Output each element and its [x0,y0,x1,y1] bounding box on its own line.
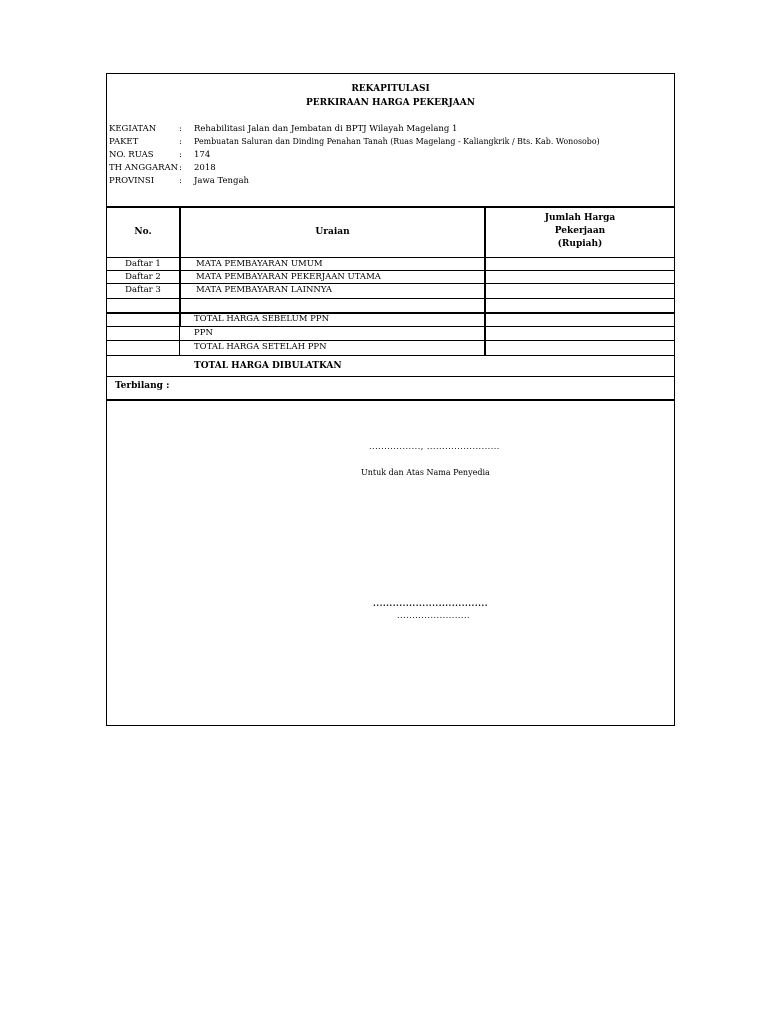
signatory-name: ................................... [373,598,488,608]
table-bottom-border [107,399,674,401]
row-divider [107,270,674,271]
row-uraian: MATA PEMBAYARAN LAINNYA [196,285,332,295]
row-no: Daftar 3 [125,285,161,295]
place-date: ................., ........................ [369,442,500,451]
info-sep: : [179,150,182,160]
doc-title: REKAPITULASI [351,84,430,94]
total-rounded: TOTAL HARGA DIBULATKAN [194,361,342,371]
ppn-label: PPN [194,328,213,338]
row-no: Daftar 1 [125,259,161,269]
info-sep: : [179,124,182,134]
header-jumlah: (Rupiah) [557,239,603,249]
row-divider [107,326,674,327]
info-sep: : [179,137,182,147]
row-divider [107,298,674,299]
row-no: Daftar 2 [125,272,161,282]
doc-subtitle: PERKIRAAN HARGA PEKERJAAN [306,98,475,108]
info-sep: : [179,163,182,173]
row-divider [107,257,674,258]
row-uraian: MATA PEMBAYARAN PEKERJAAN UTAMA [196,272,381,282]
terbilang-label: Terbilang : [115,381,170,391]
info-value-provinsi: Jawa Tengah [194,176,250,186]
header-jumlah: Jumlah Harga [544,213,616,223]
info-value-th-anggaran: 2018 [194,163,216,173]
row-divider [107,355,674,356]
document-sheet [106,73,675,726]
info-value-no-ruas: 174 [194,150,211,160]
row-divider [107,283,674,284]
col-divider-no [179,326,180,356]
info-label-kegiatan: KEGIATAN [109,124,157,134]
header-no: No. [134,227,152,237]
row-uraian: MATA PEMBAYARAN UMUM [196,259,323,269]
info-label-no-ruas: NO. RUAS [109,150,154,160]
total-before-ppn: TOTAL HARGA SEBELUM PPN [194,314,330,324]
row-divider [107,376,674,377]
info-value-paket: Pembuatan Saluran dan Dinding Penahan Tanah (Ruas Magelang - Kaliangkrik / Bts. Kab. Wonosobo) [194,137,600,146]
on-behalf-label: Untuk dan Atas Nama Penyedia [361,468,490,477]
info-label-paket: PAKET [109,137,139,147]
info-label-th-anggaran: TH ANGGARAN [109,163,179,173]
col-divider-no [179,206,181,326]
header-uraian: Uraian [315,227,350,237]
info-label-provinsi: PROVINSI [109,176,155,186]
row-divider [107,340,674,341]
info-value-kegiatan: Rehabilitasi Jalan dan Jembatan di BPTJ Wilayah Magelang 1 [194,124,458,134]
total-after-ppn: TOTAL HARGA SETELAH PPN [194,342,327,352]
header-jumlah: Pekerjaan [554,226,606,236]
row-divider [107,312,674,314]
info-sep: : [179,176,182,186]
signatory-title: ........................ [397,611,471,620]
table-top-border [107,206,674,208]
